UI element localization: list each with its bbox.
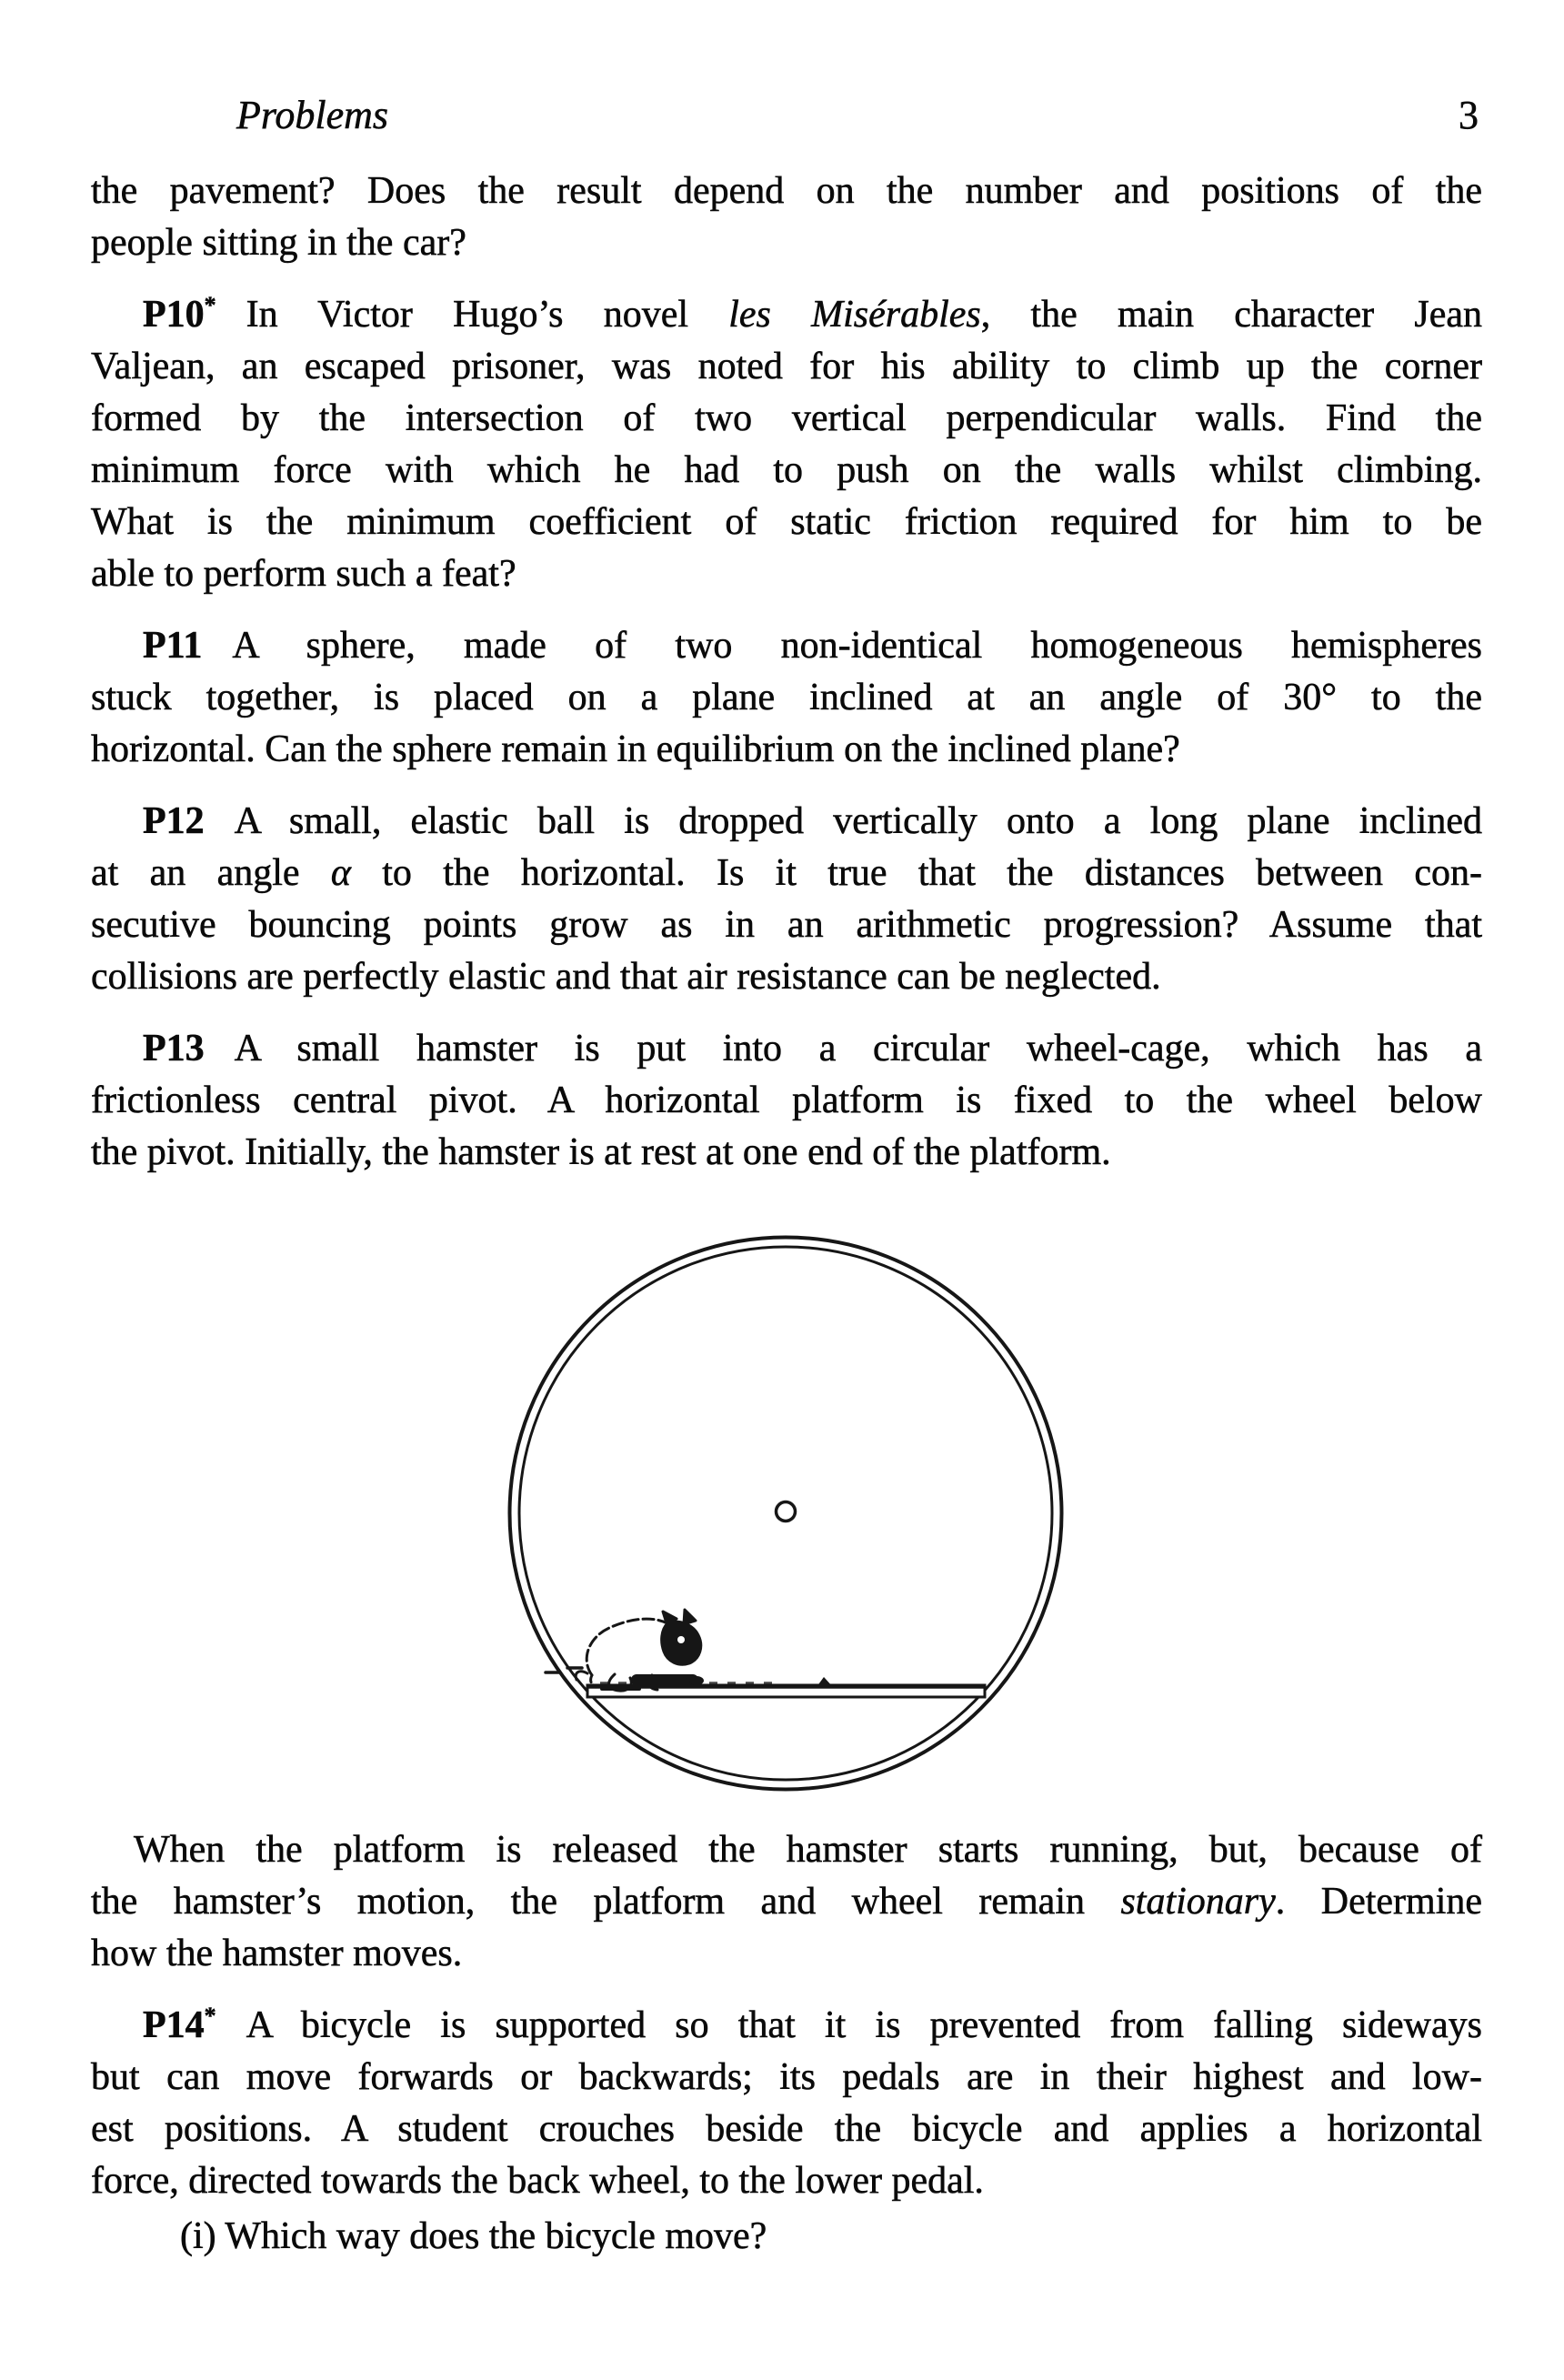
- paragraph-p13: [91, 1023, 1482, 1179]
- text-line: When the platform is released the hamster starts running, but, because of: [134, 1829, 1482, 1871]
- central-pivot-icon: [777, 1502, 796, 1521]
- text-line: formed by the intersection of two vertical perpendicular walls. Find the: [91, 397, 1482, 439]
- text-line: (i) Which way does the bicycle move?: [180, 2215, 767, 2257]
- text-block-lower: [91, 1824, 1482, 2263]
- text-line: P12 A small, elastic ball is dropped vertically onto a long plane inclined: [143, 800, 1482, 842]
- problem-label: P10: [143, 294, 205, 336]
- text-line: What is the minimum coefficient of static friction required for him to be: [91, 501, 1482, 543]
- text-line: force, directed towards the back wheel, to the lower pedal.: [91, 2160, 984, 2202]
- text-line: minimum force with which he had to push on the walls whilst climbing.: [91, 449, 1482, 491]
- paragraph: [91, 166, 1482, 269]
- paragraph: [91, 1824, 1482, 1980]
- text-line: how the hamster moves.: [91, 1933, 463, 1974]
- text-line: the hamster’s motion, the platform and wheel remain stationary. Determine: [91, 1881, 1483, 1923]
- text-line: P13 A small hamster is put into a circular wheel-cage, which has a: [143, 1028, 1482, 1069]
- text-line: the pivot. Initially, the hamster is at rest at one end of the platform.: [91, 1131, 1111, 1173]
- problem-label: P11: [143, 625, 203, 667]
- paragraph-p14: [91, 2000, 1482, 2207]
- text-line: but can move forwards or backwards; its pedals are in their highest and low-: [91, 2056, 1482, 2098]
- text-line: horizontal. Can the sphere remain in equilibrium on the inclined plane?: [91, 728, 1180, 770]
- page-header: [91, 94, 1479, 137]
- problem-label: P14: [143, 2004, 205, 2046]
- text-line: Valjean, an escaped prisoner, was noted for his ability to climb up the corner: [91, 346, 1482, 387]
- text-line: P10* In Victor Hugo’s novel les Misérables, the main character Jean: [143, 292, 1482, 336]
- text-line: able to perform such a feat?: [91, 553, 516, 595]
- paragraph-p10: [91, 289, 1482, 600]
- hamster-wheel-figure: [473, 1200, 1109, 1837]
- text-line: secutive bouncing points grow as in an arithmetic progression? Assume that: [91, 904, 1482, 946]
- problem-star: *: [204, 292, 216, 318]
- paragraph-p12: [91, 796, 1482, 1003]
- text-line: at an angle α to the horizontal. Is it true that the distances between con-: [91, 852, 1482, 894]
- text-line: the pavement? Does the result depend on the number and positions of the: [91, 170, 1482, 212]
- problem-label: P12: [143, 800, 205, 842]
- platform-joint-mark: [817, 1677, 833, 1687]
- problem-star: *: [204, 2003, 216, 2029]
- italic-text: stationary: [1120, 1881, 1276, 1923]
- text-block-upper: [91, 166, 1482, 1179]
- text-line: people sitting in the car?: [91, 222, 466, 264]
- text-line: P14* A bicycle is supported so that it is prevented from falling sideways: [143, 2003, 1482, 2046]
- text-line: est positions. A student crouches beside the bicycle and applies a horizontal: [91, 2108, 1482, 2150]
- hamster-icon: [546, 1610, 704, 1691]
- text-line: stuck together, is placed on a plane inclined at an angle of 30° to the: [91, 677, 1482, 718]
- text-line: collisions are perfectly elastic and that air resistance can be neglected.: [91, 956, 1161, 998]
- problem-label: P13: [143, 1028, 205, 1069]
- running-title: Problems: [236, 93, 389, 137]
- text-line: P11 A sphere, made of two non-identical homogeneous hemispheres: [143, 625, 1482, 667]
- paragraph-p11: [91, 620, 1482, 776]
- italic-text: α: [330, 852, 351, 894]
- page-number: 3: [1459, 93, 1479, 137]
- paragraph: [91, 2211, 1482, 2263]
- italic-text: les Misérables: [728, 294, 981, 336]
- text-line: frictionless central pivot. A horizontal platform is fixed to the wheel below: [91, 1080, 1482, 1121]
